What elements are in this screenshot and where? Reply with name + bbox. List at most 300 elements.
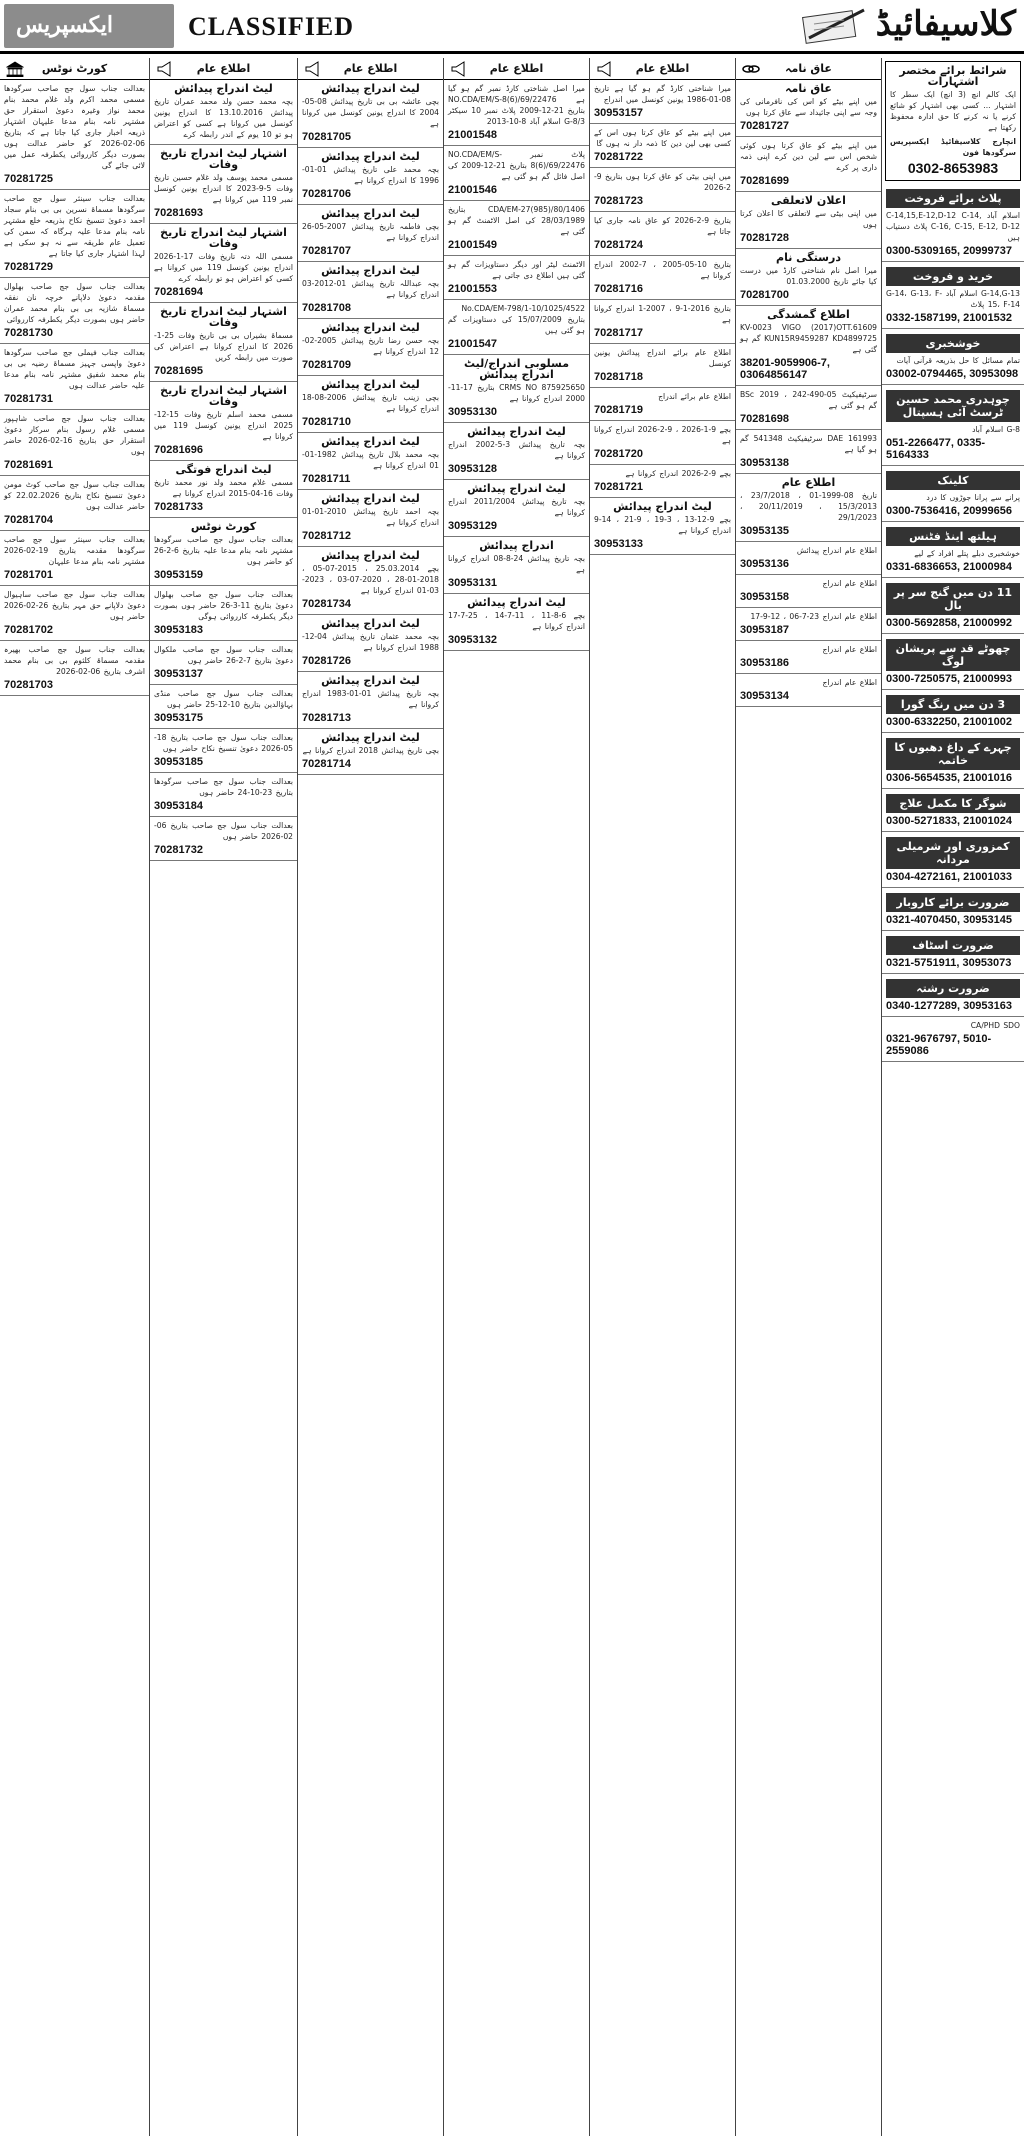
- ad-phone: 70281713: [302, 712, 351, 724]
- ad-phone: 0306-5654535, 21001016: [886, 772, 1013, 784]
- ad-phone: 38201-9059906-7, 03064856147: [740, 357, 830, 381]
- ad-body: پلاٹ نمبر NO.CDA/EM/S-8(6)/69/22476 بتاریخ 21-12-2009 کی اصل فائل گم ہو گئی ہے: [448, 150, 585, 181]
- ad-phone: 21001546: [448, 184, 497, 196]
- ad-phone: 70281712: [302, 530, 351, 542]
- ad-body: بعدالت جناب سول جج صاحب بھیرہ مقدمہ مسماۃ کلثوم بی بی بنام محمد اشرف بتاریخ 06-02-2026: [4, 645, 145, 676]
- classified-ad: [444, 300, 589, 355]
- express-logo: [4, 4, 174, 48]
- classified-ad: [736, 80, 881, 137]
- ad-heading: چوہدری محمد حسین ٹرسٹ آئی ہسپتال: [886, 390, 1020, 422]
- ad-phone: 70281696: [154, 444, 203, 456]
- ad-phone: 0300-5692858, 21000992: [886, 617, 1013, 629]
- ad-phone: 30953136: [740, 558, 789, 570]
- ad-heading: اعلان لاتعلقی: [771, 194, 846, 207]
- megaphone-icon: [304, 61, 322, 77]
- ad-phone: 21001548: [448, 129, 497, 141]
- terms-box: [885, 61, 1021, 181]
- ad-body: تمام مسائل کا حل بذریعہ قرآنی آیات: [896, 356, 1020, 365]
- classified-ad: [150, 461, 297, 518]
- megaphone-icon: [450, 61, 468, 77]
- ad-body: بچے 9-2-2026 اندراج کروانا ہے: [625, 469, 731, 478]
- ad-phone: 21001549: [448, 239, 497, 251]
- classified-ad: [882, 789, 1024, 832]
- ad-body: بچہ عبداللہ تاریخ پیدائش 01-2012-03 اندراج کروانا ہے: [302, 279, 439, 299]
- classified-ad: [150, 303, 297, 382]
- classified-ad: [150, 685, 297, 729]
- ad-phone: 70281722: [594, 151, 643, 163]
- classified-ad: [444, 423, 589, 480]
- ad-phone: 70281691: [4, 459, 53, 471]
- ad-body: بچہ حسن رضا تاریخ پیدائش 2005-02-12 اندراج کروانا ہے: [302, 336, 439, 356]
- ad-phone: 30953132: [448, 634, 497, 646]
- classified-ad: [0, 410, 149, 476]
- classified-ad: [150, 80, 297, 145]
- classified-ad: [0, 531, 149, 586]
- ad-heading: اندراج پیدائش: [479, 539, 554, 552]
- terms-title: شرائط برائے مختصر اشتہارات: [899, 64, 1007, 88]
- classified-ad: [298, 672, 443, 729]
- classified-ad: [298, 547, 443, 615]
- ad-body: بچے 9-12-13 ، 3-19 ، 9-21 ، 14-9 اندراج کروانا ہے: [594, 515, 732, 535]
- classified-ad: [150, 641, 297, 685]
- ad-phone: 70281699: [740, 175, 789, 187]
- ad-phone: 30953185: [154, 756, 203, 768]
- classified-ad: [882, 385, 1024, 466]
- classified-ad: [150, 382, 297, 461]
- ad-body: بچی تاریخ پیدائش 2018 اندراج کروانا ہے: [302, 746, 439, 755]
- ad-body: بتاریخ 2016-1-9 ، 2007-1 اندراج کروانا ہے: [594, 304, 731, 324]
- classified-ad: [150, 586, 297, 641]
- ad-body: مسمی محمد اسلم تاریخ وفات 15-12-2025 اندراج یونین کونسل 119 میں کروانا ہے: [154, 410, 293, 441]
- column-header: [150, 58, 297, 80]
- ad-body: بعدالت جناب سول جج صاحب شاہپور مسمی غلام رسول بنام سرکار دعویٰ استقرار حق بتاریخ 16-02-2026 حاضر ہوں: [4, 414, 146, 456]
- classified-ad: [882, 522, 1024, 578]
- ad-body: مسمی غلام محمد ولد نور محمد تاریخ وفات 16-04-2015 اندراج کروانا ہے: [154, 478, 293, 498]
- classified-ad: [736, 608, 881, 641]
- classified-ad: [736, 430, 881, 474]
- ad-body: میرا اصل نام شناختی کارڈ میں درست کیا جائے تاریخ 01.03.2000: [740, 266, 877, 286]
- ad-phone: 70281709: [302, 359, 351, 371]
- ad-phone: 30953134: [740, 690, 789, 702]
- classified-ad: [882, 974, 1024, 1017]
- classified-ad: [882, 832, 1024, 888]
- ad-heading: کورٹ نوٹس: [190, 520, 257, 533]
- ad-phone: 0321-5751911, 30953073: [886, 957, 1012, 969]
- classified-ad: [590, 80, 735, 124]
- ad-phone: 30953187: [740, 624, 789, 636]
- ad-body: CDA/EM-27(985)/80/1406 بتاریخ 28/03/1989 کی اصل الاٹمنٹ گم ہو گئی ہے: [448, 205, 585, 236]
- ad-body: بعدالت جناب سول جج صاحب بتاریخ 06-02-2026 حاضر ہوں: [154, 821, 293, 841]
- pen-paper-icon: [794, 6, 874, 46]
- ad-phone: 70281733: [154, 501, 203, 513]
- ad-phone: 30953133: [594, 538, 643, 550]
- ad-heading: اطلاع عام: [781, 476, 836, 489]
- classified-ad: [444, 594, 589, 651]
- ad-phone: 30953175: [154, 712, 203, 724]
- classified-ad: [298, 729, 443, 775]
- classified-ad: [298, 433, 443, 490]
- ad-heading: خرید و فروخت: [886, 267, 1020, 286]
- ad-phone: 70281734: [302, 598, 351, 610]
- column-header: [736, 58, 881, 80]
- ad-heading: 3 دن میں رنگ گورا: [886, 695, 1020, 714]
- classified-ad: [882, 634, 1024, 690]
- ad-body: اطلاع عام اندراج: [822, 645, 877, 654]
- column-header: [444, 58, 589, 80]
- ad-phone: 30953135: [740, 525, 789, 537]
- ad-body: بعدالت جناب سینئر سول جج صاحب سرگودھا مسماۃ نسرین بی بی بنام سجاد احمد دعویٰ تنسیخ نکاح بذریعہ خلع مشتہر نامہ بنام مدعا علیہ ہرگاہ کہ سمن کی تعمیل عام طریقہ سے نہ ہو سکی ہے لہذا اشتہار جاری کیا جاتا ہے: [4, 194, 145, 258]
- brand-name: ایکسپریس: [16, 12, 113, 38]
- ad-phone: 70281698: [740, 413, 789, 425]
- classified-ad: [150, 518, 297, 586]
- ad-phone: 0332-1587199, 21001532: [886, 312, 1013, 324]
- classified-ad: [444, 256, 589, 300]
- classified-ad: [882, 1017, 1024, 1062]
- classified-ad: [298, 319, 443, 376]
- ad-body: G-8 اسلام آباد: [972, 425, 1020, 434]
- ad-body: میں اپنے بیٹے کو اس کی نافرمانی کی وجہ سے اپنی جائیداد سے عاق کرتا ہوں: [740, 97, 877, 117]
- ad-phone: 30953157: [594, 107, 643, 119]
- ad-body: تاریخ 08-1999-01 ، 23/7/2018 ، 15/3/2013 ، 20/11/2019 ، 29/1/2023: [740, 491, 878, 522]
- ad-body: مسمی محمد یوسف ولد غلام حسین تاریخ وفات 5-9-2023 کا اندراج یونین کونسل نمبر 119 میں کروانا ہے: [154, 173, 293, 204]
- ad-phone: 70281730: [4, 327, 53, 339]
- classified-ad: [590, 212, 735, 256]
- ad-body: میں اپنے بیٹے کو عاق کرتا ہوں کوئی شخص اس سے لین دین کرے اپنی ذمہ داری پر کرے: [740, 141, 877, 172]
- section-title-english: CLASSIFIED: [188, 12, 355, 41]
- ad-heading: لیٹ اندراج پیدائش: [321, 617, 420, 630]
- classified-ad: [590, 256, 735, 300]
- ad-phone: 30953130: [448, 406, 497, 418]
- ad-body: No.CDA/EM-798/1-10/1025/4522 بتاریخ 15/07/2009 کی دستاویزات گم ہو گئی ہیں: [448, 304, 585, 335]
- ad-heading: اشتہار لیٹ اندراج تاریخ وفات: [160, 305, 287, 329]
- ad-body: اطلاع عام برائے اندراج پیدائش یونین کونسل: [594, 348, 731, 368]
- ad-body: بعدالت جناب سول جج صاحب سرگودھا مشتہر نامہ بنام مدعا علیہ بتاریخ 6-2-26 کو حاضر ہوں: [154, 535, 293, 566]
- classified-ad: [882, 888, 1024, 931]
- court-building-icon: [6, 61, 24, 77]
- classified-ad: [882, 931, 1024, 974]
- ad-phone: 03002-0794465, 30953098: [886, 368, 1019, 380]
- contact-label: انچارج کلاسیفائیڈ ایکسپریس سرگودھا فون: [890, 137, 1016, 157]
- column-classified-terms-and-ads: [882, 58, 1024, 2136]
- ad-phone: 70281717: [594, 327, 643, 339]
- ad-heading: کمزوری اور شرمیلی مردانہ: [886, 837, 1020, 869]
- ad-heading: لیٹ اندراج پیدائش: [321, 492, 420, 505]
- column-public-notice-5: [590, 58, 736, 2136]
- column-header: [0, 58, 149, 80]
- ad-phone: 70281716: [594, 283, 643, 295]
- column-title: اطلاع عام: [196, 62, 251, 75]
- classified-ad: [736, 137, 881, 192]
- ad-heading: کلینک: [886, 471, 1020, 490]
- classified-ad: [882, 733, 1024, 789]
- ad-body: بچہ محمد عثمان تاریخ پیدائش 04-12-1988 اندراج کروانا ہے: [302, 632, 439, 652]
- ad-body: اطلاع عام اندراج پیدائش: [796, 546, 877, 555]
- classified-ad: [0, 80, 149, 190]
- classified-ad: [298, 205, 443, 262]
- column-title: اطلاع عام: [343, 62, 398, 75]
- ad-phone: 70281695: [154, 365, 203, 377]
- ad-phone: 70281724: [594, 239, 643, 251]
- ad-body: CRMS NO 875925650 بتاریخ 17-11-2000 اندراج کروانا ہے: [448, 383, 585, 403]
- classified-ad: [298, 262, 443, 319]
- classified-ad: [590, 344, 735, 388]
- ad-phone: 70281703: [4, 679, 53, 691]
- ad-phone: 051-2266477, 0335-5164333: [886, 437, 986, 461]
- ad-heading: ہیلتھ اینڈ فٹنس: [886, 527, 1020, 546]
- chain-link-icon: [742, 61, 760, 77]
- ad-body: بچی زینب تاریخ پیدائش 2006-08-18 اندراج کروانا ہے: [302, 393, 439, 413]
- classified-ad: [590, 124, 735, 168]
- ad-heading: لیٹ اندراج پیدائش: [321, 435, 420, 448]
- ad-phone: 30953159: [154, 569, 203, 581]
- megaphone-icon: [596, 61, 614, 77]
- ad-heading: اطلاع گمشدگی: [767, 308, 850, 321]
- classified-ad: [736, 641, 881, 674]
- ad-body: بعدالت جناب سول جج صاحب ساہیوال دعویٰ دلاپانے حق مہر بتاریخ 26-02-2026 حاضر ہوں: [4, 590, 145, 621]
- classified-ad: [0, 586, 149, 641]
- ad-body: بچے 25.03.2014 ، 2015-07-05 ، 2018-01-28 ، 2020-07-03 ، 2023-03-01 اندراج کروانا ہے: [302, 564, 440, 595]
- classified-ad: [736, 249, 881, 306]
- classified-ad: [590, 388, 735, 421]
- ad-body: بچہ تاریخ پیدائش 24-8-08 اندراج کروانا ہے: [448, 554, 585, 574]
- ad-phone: 70281726: [302, 655, 351, 667]
- ad-body: بتاریخ 10-05-2005 ، 7-2002 اندراج کروانا ہے: [594, 260, 731, 280]
- ad-phone: 70281700: [740, 289, 789, 301]
- ad-body: بعدالت جناب سول جج صاحب منڈی بہاؤالدین بتاریخ 10-12-25 حاضر ہوں: [154, 689, 293, 709]
- column-public-notice-2: [150, 58, 298, 2136]
- ad-body: CA/PHD SDO: [970, 1021, 1020, 1030]
- column-public-notice-3: [298, 58, 444, 2136]
- ad-phone: 0321-9676797, 5010-2559086: [886, 1033, 992, 1057]
- ad-heading: 11 دن میں گنج سر پر بال: [886, 583, 1020, 615]
- classified-ad: [150, 224, 297, 303]
- classified-ad: [590, 300, 735, 344]
- masthead: [0, 0, 1024, 54]
- ad-phone: 70281704: [4, 514, 53, 526]
- megaphone-icon: [156, 61, 174, 77]
- ad-heading: عاق نامہ: [785, 82, 832, 95]
- ad-phone: 30953137: [154, 668, 203, 680]
- classified-ad: [736, 575, 881, 608]
- ad-body: میں اپنی بیٹی سے لاتعلقی کا اعلان کرتا ہوں: [740, 209, 877, 229]
- classified-ad: [882, 184, 1024, 262]
- ad-phone: 70281707: [302, 245, 351, 257]
- ad-phone: 70281723: [594, 195, 643, 207]
- ad-body: میرا شناختی کارڈ گم ہو گیا ہے تاریخ 08-01-1986 یونین کونسل میں اندراج: [594, 84, 731, 104]
- ad-heading: لیٹ اندراج پیدائش: [467, 482, 566, 495]
- ad-body: میرا اصل شناختی کارڈ نمبر گم ہو گیا ہے NO.CDA/EM/S-8(6)/69/22476 بتاریخ 21-12-2009 پلاٹ نمبر 10 سیکٹر G-8/3 اسلام آباد 8-10-2013: [448, 84, 585, 126]
- ad-body: میں اپنی بیٹی کو عاق کرتا ہوں بتاریخ 9-2-2026: [594, 172, 731, 192]
- ad-body: بچے 9-1-2026 ، 9-2-2026 اندراج کروانا ہے: [594, 425, 731, 445]
- classified-ad: [0, 476, 149, 531]
- column-public-notice-4: [444, 58, 590, 2136]
- ad-heading: ضرورت برائے کاروبار: [886, 893, 1020, 912]
- ad-phone: 0300-7250575, 21000993: [886, 673, 1013, 685]
- ad-body: اطلاع عام برائے اندراج: [658, 392, 731, 401]
- ad-body: بعدالت جناب سول جج صاحب بتاریخ 18-05-2026 دعویٰ تنسیخ نکاح حاضر ہوں: [154, 733, 293, 753]
- classified-ad: [150, 729, 297, 773]
- ad-phone: 30953131: [448, 577, 497, 589]
- ad-body: DAE 161993 سرٹیفیکیٹ 541348 گم ہو گیا ہے: [740, 434, 877, 454]
- classified-ad: [0, 190, 149, 278]
- classified-ad: [150, 817, 297, 861]
- classified-ad: [444, 80, 589, 146]
- ad-phone: 70281728: [740, 232, 789, 244]
- ad-phone: 70281720: [594, 448, 643, 460]
- classified-ad: [736, 474, 881, 542]
- ad-heading: چہرے کے داغ دھبوں کا خاتمہ: [886, 738, 1020, 770]
- ad-phone: 0321-4070450, 30953145: [886, 914, 1013, 926]
- column-title: عاق نامہ: [785, 62, 832, 75]
- ad-phone: 0304-4272161, 21001033: [886, 871, 1013, 883]
- ad-body: اطلاع عام اندراج 23-7-06 ، 12-9-17: [750, 612, 877, 621]
- ad-phone: 70281725: [4, 173, 53, 185]
- ad-phone: 21001547: [448, 338, 497, 350]
- ad-body: بچہ تاریخ پیدائش 01-01-1983 اندراج کروانا ہے: [302, 689, 439, 709]
- column-court-notices: [0, 58, 150, 2136]
- classified-ad: [0, 278, 149, 344]
- ad-body: بعدالت جناب سول جج صاحب سرگودھا مسمی محمد اکرم ولد غلام محمد بنام محمد نواز وغیرہ دعویٰ استقرار حق مشتہر نامہ بنام مدعا علیہان اشتہار ذریعہ اخبار جاری کیا جاتا ہے کہ بتاریخ 06-02-2026 کو حاضر عدالت ہوں بصورت دیگر کارروائی یکطرفہ عمل میں لائی جائے گی: [4, 84, 145, 170]
- classified-ad: [298, 615, 443, 672]
- ad-body: اطلاع عام اندراج: [822, 678, 877, 687]
- classified-ad: [0, 641, 149, 696]
- column-header: [298, 58, 443, 80]
- classified-ad: [882, 690, 1024, 733]
- ad-body: بچہ محمد علی تاریخ پیدائش 01-01-1996 کا اندراج کروانا ہے: [302, 165, 439, 185]
- ad-body: مسماۃ بشیراں بی بی تاریخ وفات 25-1-2026 کا اندراج کروانا ہے اعتراض کی صورت میں رابطہ کریں: [154, 331, 293, 362]
- ad-body: بچی عائشہ بی بی تاریخ پیدائش 08-05-2004 کا اندراج یونین کونسل میں کروانا ہے: [302, 97, 439, 128]
- ad-phone: 70281731: [4, 393, 53, 405]
- classified-ad: [298, 490, 443, 547]
- ad-heading: پلاٹ برائے فروخت: [886, 189, 1020, 208]
- column-title: کورٹ نوٹس: [41, 62, 108, 75]
- ad-body: بچی فاطمہ تاریخ پیدائش 2007-05-26 اندراج کروانا ہے: [302, 222, 439, 242]
- ad-phone: 70281694: [154, 286, 203, 298]
- ad-body: سرٹیفیکیٹ BSc 2019 ، 242-490-05 گم ہو گئی ہے: [740, 390, 877, 410]
- classified-ad: [444, 201, 589, 256]
- ad-body: بعدالت جناب سول جج صاحب کوٹ مومن دعویٰ تنسیخ نکاح بتاریخ 22.02.2026 کو حاضر عدالت ہوں: [4, 480, 146, 511]
- ad-body: بچے 6-8-11 ، 11-7-14 ، 25-7-17 اندراج کروانا ہے: [448, 611, 586, 631]
- contact-phone: 0302-8653983: [907, 160, 999, 176]
- classified-ad: [444, 146, 589, 201]
- ad-heading: لیٹ اندراج پیدائش: [321, 549, 420, 562]
- classified-ad: [150, 773, 297, 817]
- ad-phone: 70281702: [4, 624, 53, 636]
- ad-body: بچہ محمد بلال تاریخ پیدائش 1982-01-01 اندراج کروانا ہے: [302, 450, 439, 470]
- ad-body: اطلاع عام اندراج: [822, 579, 877, 588]
- classified-ad: [444, 355, 589, 423]
- classified-ad: [736, 386, 881, 430]
- ad-phone: 70281708: [302, 302, 351, 314]
- classified-ad: [590, 465, 735, 498]
- ad-phone: 30953183: [154, 624, 203, 636]
- ad-body: KV-0023 VIGO (2017)OTT.61609 KUN15R9459287 KD4899725 گم ہو گئی ہے: [740, 323, 877, 354]
- ad-body: اسلام آباد C-14,15,E-12,D-12 C-14, C-16, C-15, E-12, D-12 پلاٹ دستیاب ہیں: [886, 211, 1020, 242]
- classified-ad: [882, 578, 1024, 634]
- ad-body: بعدالت جناب سول جج صاحب ملکوال دعویٰ بتاریخ 7-2-26 حاضر ہوں: [154, 645, 293, 665]
- ad-heading: درستگی نام: [776, 251, 841, 264]
- classified-ad: [444, 480, 589, 537]
- ad-heading: اشتہار لیٹ اندراج تاریخ وفات: [160, 384, 287, 408]
- ad-phone: 30953129: [448, 520, 497, 532]
- ad-phone: 30953158: [740, 591, 789, 603]
- terms-text: ایک کالم انچ (3 انچ) ایک سطر کا اشتہار ... کسی بھی اشتہار کو شائع کرنے یا نہ کرنے کا حق ادارہ محفوظ رکھتا ہے: [890, 90, 1016, 132]
- ad-body: بعدالت جناب سینئر سول جج صاحب سرگودھا مقدمہ بتاریخ 19-02-2026 مشتہر نامہ بنام مدعا علیہان: [4, 535, 145, 566]
- ad-heading: اشتہار لیٹ اندراج تاریخ وفات: [160, 147, 287, 171]
- ad-body: بعدالت جناب فیملی جج صاحب سرگودھا دعویٰ واپسی جہیز مسماۃ رضیہ بی بی بنام محمد شفیق مشتہر نامہ بنام مدعا علیہ حاضر عدالت ہوں: [4, 348, 145, 390]
- ad-heading: ضرورت رشتہ: [886, 979, 1020, 998]
- ad-heading: لیٹ اندراج پیدائش: [321, 378, 420, 391]
- ad-heading: لیٹ اندراج فوتگی: [175, 463, 272, 476]
- classified-ad: [736, 542, 881, 575]
- ad-body: مسمی اللہ دتہ تاریخ وفات 17-1-2026 اندراج یونین کونسل 119 میں کروانا ہے کسی کو اعتراض ہو تو رابطہ کرے: [154, 252, 294, 283]
- ad-body: میں اپنے بیٹے کو عاق کرتا ہوں اس کے کسی بھی لین دین کا ذمہ دار نہ ہوں گا: [594, 128, 731, 148]
- ad-body: خوشخبری دبلے پتلے افراد کے لیے: [914, 549, 1020, 558]
- ad-heading: لیٹ اندراج پیدائش: [321, 82, 420, 95]
- classified-ad: [298, 148, 443, 205]
- classified-ad: [736, 674, 881, 707]
- ad-phone: 70281711: [302, 473, 351, 485]
- classified-ad: [444, 537, 589, 594]
- classified-ad: [882, 329, 1024, 385]
- ad-phone: 70281706: [302, 188, 351, 200]
- ad-phone: 30953128: [448, 463, 497, 475]
- ad-heading: اشتہار لیٹ اندراج تاریخ وفات: [160, 226, 287, 250]
- ad-heading: خوشخبری: [886, 334, 1020, 353]
- ad-phone: 21001553: [448, 283, 497, 295]
- ad-phone: 30953138: [740, 457, 789, 469]
- ad-phone: 0300-5271833, 21001024: [886, 815, 1013, 827]
- ad-heading: لیٹ اندراج پیدائش: [321, 264, 420, 277]
- classified-ad: [882, 262, 1024, 329]
- ad-phone: 70281721: [594, 481, 643, 493]
- ad-body: بچہ احمد تاریخ پیدائش 2010-01-01 اندراج کروانا ہے: [302, 507, 439, 527]
- ad-phone: 30953186: [740, 657, 789, 669]
- column-disinheritance-notices: [736, 58, 882, 2136]
- classified-ad: [590, 421, 735, 465]
- ad-phone: 70281727: [740, 120, 789, 132]
- ad-heading: لیٹ اندراج پیدائش: [613, 500, 712, 513]
- ad-heading: لیٹ اندراج پیدائش: [321, 674, 420, 687]
- ad-body: پرانے سے پرانا جوڑوں کا درد: [926, 493, 1020, 502]
- ad-heading: لیٹ اندراج پیدائش: [467, 596, 566, 609]
- classified-ad: [882, 466, 1024, 522]
- ad-body: بچہ تاریخ پیدائش 3-5-2002 اندراج کروانا ہے: [448, 440, 585, 460]
- ad-heading: مسلوبی اندراج/لیٹ اندراج پیدائش: [463, 357, 570, 381]
- ad-body: بعدالت جناب سول جج صاحب بھلوال دعویٰ بتاریخ 11-3-26 حاضر ہوں بصورت دیگر یکطرفہ کارروائی ہوگی: [154, 590, 293, 621]
- ad-phone: 0331-6836653, 21000984: [886, 561, 1013, 573]
- classified-ad: [298, 376, 443, 433]
- classified-ad: [150, 145, 297, 224]
- ad-body: G-14,G-13 اسلام آباد G-14، G-13، F-15، F-14 پلاٹ: [886, 289, 1020, 309]
- ad-body: بعدالت جناب سول جج صاحب سرگودھا بتاریخ 23-10-24 حاضر ہوں: [154, 777, 293, 797]
- ad-phone: 70281719: [594, 404, 643, 416]
- ad-heading: لیٹ اندراج پیدائش: [321, 150, 420, 163]
- section-title-urdu: کلاسیفائیڈ: [875, 4, 1016, 44]
- ad-phone: 70281693: [154, 207, 203, 219]
- classified-ad: [736, 192, 881, 249]
- ad-body: بتاریخ 9-2-2026 کو عاق نامہ جاری کیا جاتا ہے: [594, 216, 731, 236]
- ad-heading: شوگر کا مکمل علاج: [886, 794, 1020, 813]
- ad-phone: 70281714: [302, 758, 351, 770]
- ad-phone: 0300-6332250, 21001002: [886, 716, 1013, 728]
- ad-body: بچہ تاریخ پیدائش 2011/2004 اندراج کروانا ہے: [448, 497, 585, 517]
- ad-body: بچہ محمد حسن ولد محمد عمران تاریخ پیدائش 13.10.2016 کا اندراج یونین کونسل میں کروانا ہے کسی کو اعتراض ہو تو 10 یوم کے اندر رابطہ کرے: [154, 97, 293, 139]
- ad-phone: 70281732: [154, 844, 203, 856]
- ad-heading: لیٹ اندراج پیدائش: [321, 321, 420, 334]
- ad-phone: 70281729: [4, 261, 53, 273]
- ad-phone: 70281710: [302, 416, 351, 428]
